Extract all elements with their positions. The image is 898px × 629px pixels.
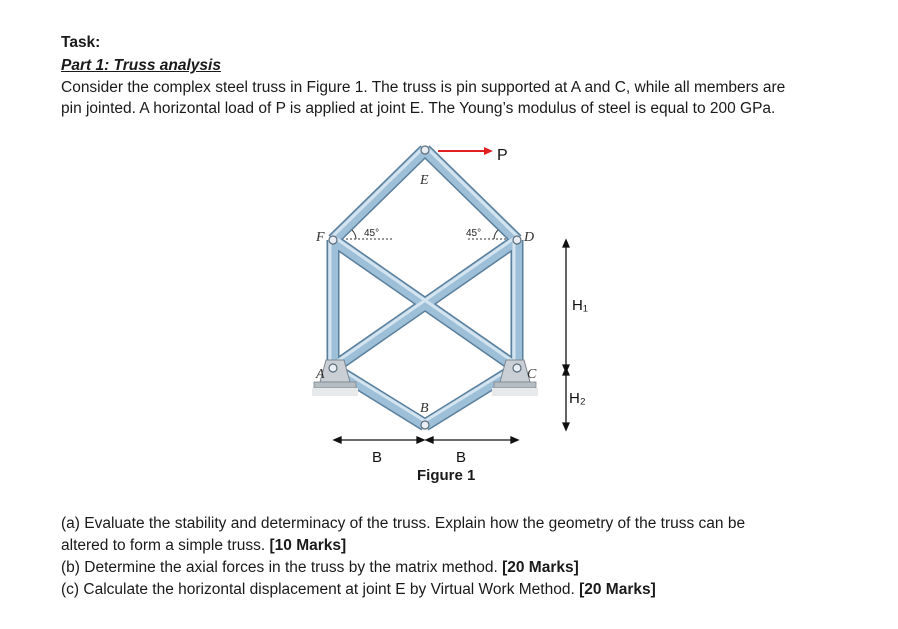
part-heading: Part 1: Truss analysis xyxy=(61,57,221,74)
pin-d xyxy=(513,236,521,244)
pin-b xyxy=(421,421,429,429)
dimension-h1-label: H₁ xyxy=(572,297,588,314)
pin-a xyxy=(329,364,337,372)
load-arrow xyxy=(438,147,493,155)
joint-label-d: D xyxy=(524,230,535,245)
pin-e xyxy=(421,146,429,154)
load-label: P xyxy=(497,147,508,164)
question-c-marks: [20 Marks] xyxy=(579,581,656,598)
joint-label-f: F xyxy=(316,230,325,245)
question-c xyxy=(61,579,656,600)
figure-caption: Figure 1 xyxy=(417,467,476,484)
question-a-line-1: (a) Evaluate the stability and determinacy of the truss. Explain how the geometry of the truss can be xyxy=(61,515,746,532)
angle-label-left: 45° xyxy=(364,228,380,239)
member-fe xyxy=(333,150,425,240)
pin-c xyxy=(513,364,521,372)
dimension-b-left-label: B xyxy=(372,449,383,466)
angle-label-right: 45° xyxy=(466,228,482,239)
question-a-marks: [10 Marks] xyxy=(269,537,347,554)
question-c-text: (c) Calculate the horizontal displacement at joint E by Virtual Work Method. xyxy=(61,581,575,598)
task-heading: Task: xyxy=(61,34,101,51)
question-b xyxy=(61,557,579,578)
pin-f xyxy=(329,236,337,244)
dimension-b-right-label: B xyxy=(456,449,467,466)
truss-members xyxy=(330,148,519,425)
joint-label-c: C xyxy=(527,367,537,382)
joint-label-e: E xyxy=(420,173,429,188)
joint-label-b: B xyxy=(420,401,429,416)
dimension-horizontal xyxy=(334,437,518,443)
question-b-text: (b) Determine the axial forces in the truss by the matrix method. xyxy=(61,559,498,576)
dimension-h2-label: H₂ xyxy=(569,390,586,407)
question-a-text: altered to form a simple truss. xyxy=(61,537,266,554)
intro-line-2: pin jointed. A horizontal load of P is applied at joint E. The Young’s modulus of steel is equal to 200 GPa. xyxy=(61,100,776,117)
joint-label-a: A xyxy=(316,367,325,382)
intro-line-1: Consider the complex steel truss in Figure 1. The truss is pin supported at A and C, while all members are xyxy=(61,79,786,96)
question-b-marks: [20 Marks] xyxy=(502,559,579,576)
question-a-line-2 xyxy=(61,535,346,556)
